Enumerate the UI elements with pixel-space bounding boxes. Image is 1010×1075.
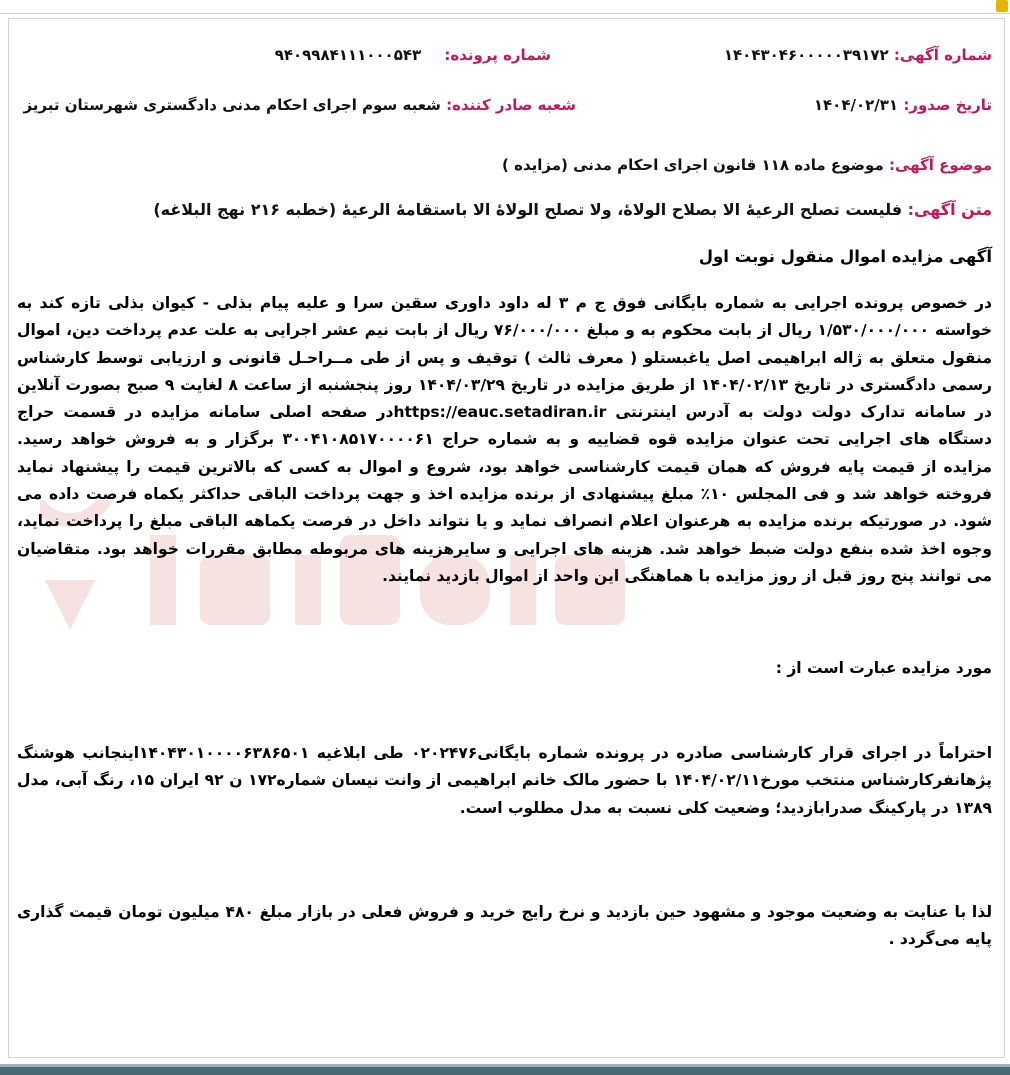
issue-date: ۱۴۰۴/۰۲/۳۱: [813, 96, 899, 114]
issuer-label: شعبه صادر کننده:: [446, 96, 576, 114]
top-bar: [0, 0, 1010, 14]
case-number: ۹۴۰۹۹۸۴۱۱۱۰۰۰۵۴۳: [274, 46, 422, 64]
bottom-bar: [0, 1064, 1010, 1075]
case-number-label: شماره پرونده:: [444, 46, 551, 64]
expert-paragraph: احتراماً در اجرای قرار کارشناسی صادره در پرونده شماره بایگانی۰۲۰۲۴۷۶ طی ابلاغیه ۱۴۰۴۳۰۱۰۰۰۰۶۳۸۶۵۰۱اینجانب هوشنگ پژهانفرکارشناس منتخب مورخ۱۴۰۴/۰۲/۱۱ با حضور مالک خانم ابراهیمی از وانت نیسان شماره۱۷۲ ن ۹۲ ایران ۱۵، رنگ آبی، مدل ۱۳۸۹ در پارکینگ صدرابازدید؛ وضعیت کلی نسبت به مدل مطلوب است.: [17, 744, 993, 817]
text-label: متن آگهی:: [907, 200, 992, 219]
notice-title: آگهی مزایده اموال منقول نوبت اول: [698, 247, 992, 266]
auction-item-intro: مورد مزایده عبارت است از :: [775, 659, 992, 677]
text-quote: فلیست تصلح الرعیهٔ الا بصلاح الولاهٔ، ولا تصلح الولاهٔ الا باستقامهٔ الرعیهٔ (خطبه ۲۱۶ نهج البلاغه): [153, 200, 903, 219]
main-paragraph-part-1: در خصوص پرونده اجرایی به شماره بایگانی فوق ج م ۳ له داود داوری سقین سرا و علیه پیام بذلی - کیوان بذلی تازه کند به خواسته ۱/۵۳۰/۰۰۰/۰۰۰ ریال از بابت محکوم به و مبلغ ۷۶/۰۰۰/۰۰۰ ریال از بابت نیم عشر اجرایی به علت عدم پرداخت دین، اموال منقول متعلق به ژاله ابراهیمی اصل یاغبستلو ( معرف ثالث ) توقیف و پس از طی مــراحـل قانونی و ارزیابی توسط کارشناس رسمی دادگستری در تاریخ ۱۴۰۴/۰۲/۱۳ از طریق مزایده در تاریخ ۱۴۰۴/۰۳/۲۹ روز پنجشنبه از ساعت ۸ لغایت ۹ صبح بصورت آنلاین در سامانه تدارک دولت دولت به آدرس اینترنتی: [17, 294, 992, 422]
notice-number-label: شماره آگهی:: [893, 46, 992, 64]
issuer: شعبه سوم اجرای احکام مدنی دادگستری شهرستان تبریز: [23, 96, 441, 114]
pricing-paragraph: لذا با عنایت به وضعیت موجود و مشهود حین بازدید و نرخ رایج خرید و فروش فعلی در بازار مبلغ ۴۸۰ میلیون تومان قیمت گذاری پایه می‌گردد .: [17, 903, 993, 949]
subject: موضوع ماده ۱۱۸ قانون اجرای احکام مدنی (مزایده ): [502, 156, 884, 174]
main-paragraph-part-2: در صفحه اصلی سامانه مزایده در قسمت حراج دستگاه های اجرایی تحت عنوان مزایده قوه قضاییه و به شماره حراج ۳۰۰۴۱۰۸۵۱۷۰۰۰۰۶۱ برگزار و به فروش خواهد رسید. مزایده از قیمت پایه فروش که همان قیمت کارشناسی خواهد بود، شروع و اموال به کسی که بالاترین قیمت را پیشنهاد نماید فروخته خواهد شد و فی المجلس ۱۰٪ مبلغ پیشنهادی از برنده مزایده اخذ و جهت پرداخت الباقی حداکثر یکماه فرصت داده می شود. در صورتیکه برنده مزایده به هرعنوان اعلام انصراف نماید و یا نتواند داخل در فرصت یکماهه الباقی مبلغ را پرداخت نماید، وجوه اخذ شده بنفع دولت ضبط خواهد شد. هزینه های اجرایی و سایرهزینه های مربوطه مطابق مقررات خواهد بود. متقاضیان می توانند پنج روز قبل از روز مزایده با هماهنگی این واحد از اموال بازدید نمایند.: [17, 403, 993, 585]
issue-date-row: [814, 96, 992, 114]
main-paragraph: [17, 290, 992, 590]
bottom-bar-strip: [0, 1064, 1010, 1067]
subject-label: موضوع آگهی:: [888, 156, 992, 174]
auction-url-link[interactable]: https://eauc.setadiran.ir: [393, 403, 607, 422]
window-corner-icon[interactable]: [996, 0, 1008, 12]
subject-row: [502, 156, 992, 174]
text-row: [153, 200, 992, 219]
issuer-row: [23, 96, 576, 114]
notice-number: ۱۴۰۴۳۰۴۶۰۰۰۰۰۳۹۱۷۲: [723, 46, 889, 64]
case-number-row: [275, 46, 551, 64]
issue-date-label: تاریخ صدور:: [903, 96, 992, 114]
notice-number-row: [724, 46, 992, 64]
